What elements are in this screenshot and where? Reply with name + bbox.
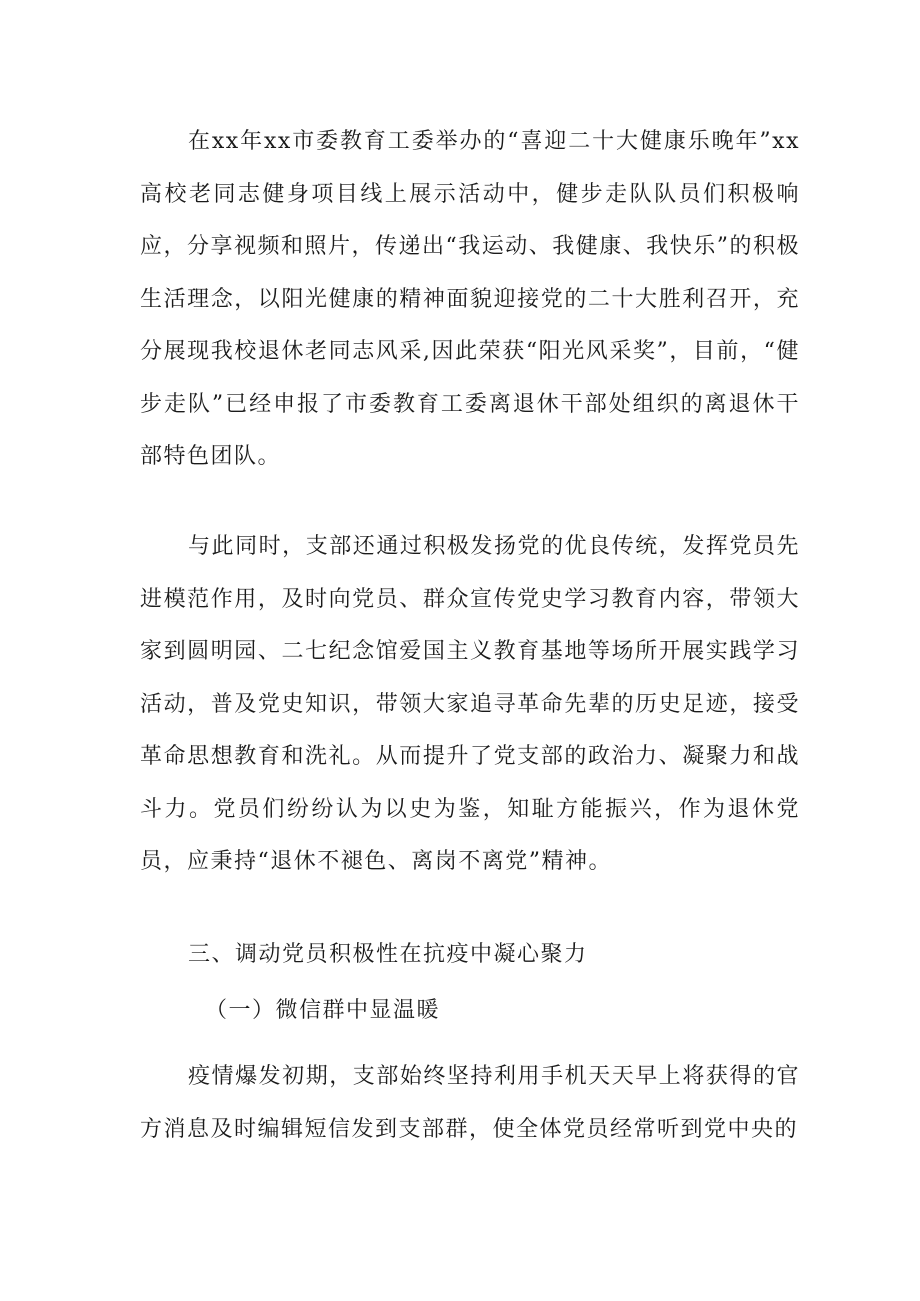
body-paragraph: 与此同时，支部还通过积极发扬党的优良传统，发挥党员先进模范作用，及时向党员、群众宣传党史学习教育内容，带领大家到圆明园、二七纪念馆爱国主义教育基地等场所开展实践学习活动，普及党史知识，带领大家追寻革命先辈的历史足迹，接受革命思想教育和洗礼。从而提升了党支部的政治力、凝聚力和战斗力。党员们纷纷认为以史为鉴，知耻方能振兴，作为退休党员，应秉持“退休不褪色、离岗不离党”精神。: [140, 534, 800, 874]
body-paragraph: 在xx年xx市委教育工委举办的“喜迎二十大健康乐晚年”xx高校老同志健身项目线上展示活动中，健步走队队员们积极响应，分享视频和照片，传递出“我运动、我健康、我快乐”的积极生活理念，以阳光健康的精神面貌迎接党的二十大胜利召开，充分展现我校退休老同志风采,因此荣获“阳光风采奖”，目前，“健步走队”已经申报了市委教育工委离退休干部处组织的离退休干部特色团队。: [140, 129, 800, 469]
subsection-heading: （一）微信群中显温暖: [205, 998, 441, 1023]
body-paragraph: 疫情爆发初期，支部始终坚持利用手机天天早上将获得的官方消息及时编辑短信发到支部群，使全体党员经常听到党中央的: [140, 1064, 800, 1142]
section-heading: 三、调动党员积极性在抗疫中凝心聚力: [188, 942, 588, 967]
